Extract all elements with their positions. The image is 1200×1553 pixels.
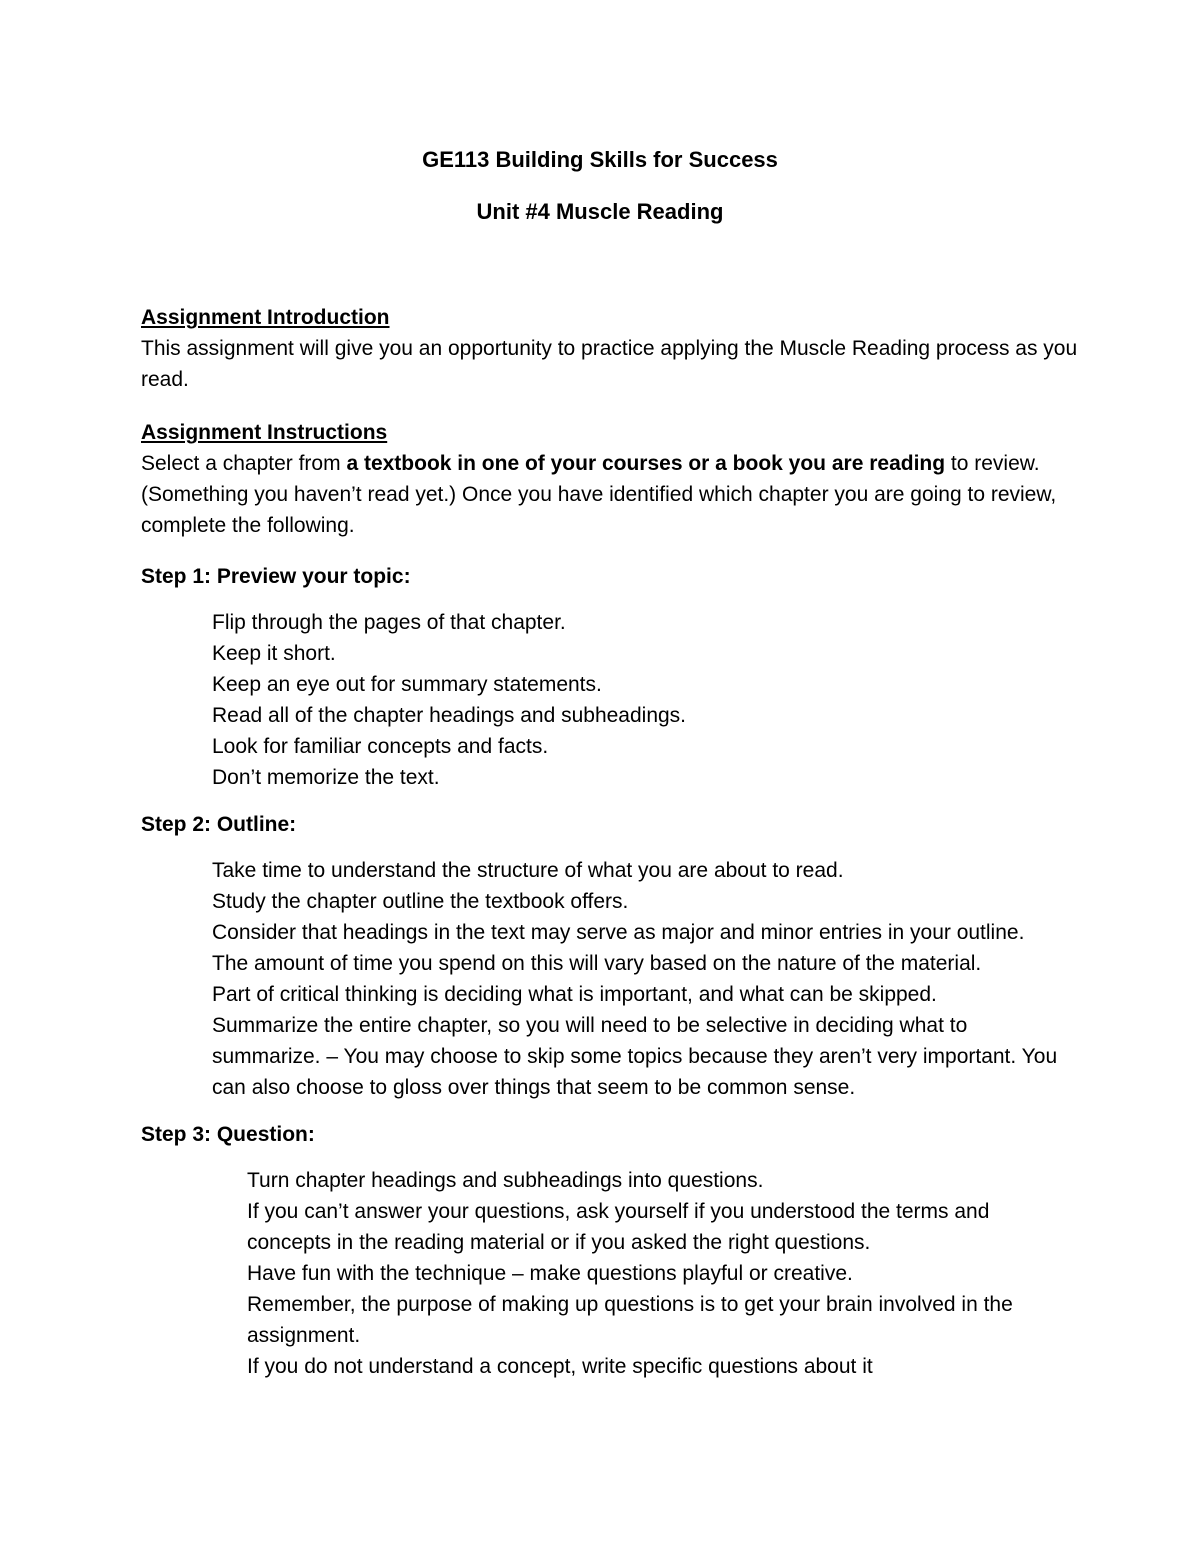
list-item	[176, 855, 1076, 886]
step3-list	[211, 1165, 1071, 1382]
list-item-text: The amount of time you spend on this will vary based on the nature of the material.	[212, 952, 982, 975]
list-item-text: If you can’t answer your questions, ask yourself if you understood the terms and concepts in the reading material or if you asked the right questions.	[247, 1200, 990, 1254]
list-item-text: Keep an eye out for summary statements.	[212, 673, 602, 696]
list-item-text: Study the chapter outline the textbook offers.	[212, 890, 629, 913]
list-item-text: Flip through the pages of that chapter.	[212, 611, 566, 634]
step2-list	[176, 855, 1076, 1103]
list-item	[211, 1351, 1071, 1382]
instructions-text-bold: a textbook in one of your courses or a book you are reading	[346, 452, 946, 475]
list-item	[211, 1258, 1071, 1289]
list-item-text: Turn chapter headings and subheadings into questions.	[247, 1169, 764, 1192]
step3-heading: Step 3: Question:	[141, 1123, 315, 1146]
list-item-text: Remember, the purpose of making up questions is to get your brain involved in the assignment.	[247, 1293, 1013, 1347]
list-item-text: Have fun with the technique – make questions playful or creative.	[247, 1262, 853, 1285]
list-item-text: Keep it short.	[212, 642, 336, 665]
step2-heading: Step 2: Outline:	[141, 813, 297, 836]
instructions-text-after: to review. (Something you haven’t read yet.) Once you have identified which chapter you are going to review, complete the following.	[141, 452, 1057, 537]
list-item	[176, 917, 1076, 948]
list-item-text: Look for familiar concepts and facts.	[212, 735, 549, 758]
list-item	[176, 607, 1076, 638]
intro-heading: Assignment Introduction	[141, 306, 390, 329]
list-item-text: Don’t memorize the text.	[212, 766, 440, 789]
document-title: GE113 Building Skills for Success	[422, 147, 778, 172]
intro-text: This assignment will give you an opportunity to practice applying the Muscle Reading process as you read.	[141, 337, 1078, 391]
list-item	[176, 762, 1076, 793]
list-item	[176, 948, 1076, 979]
step1-list	[176, 607, 1076, 793]
list-item	[211, 1165, 1071, 1196]
list-item-text: Summarize the entire chapter, so you will need to be selective in deciding what to summarize. – You may choose to skip some topics because they aren’t very important. You can also choose to gloss over things that seem to be common sense.	[212, 1014, 1058, 1099]
list-item	[211, 1196, 1071, 1258]
list-item	[176, 731, 1076, 762]
instructions-section	[141, 417, 1081, 541]
list-item-text: Consider that headings in the text may serve as major and minor entries in your outline.	[212, 921, 1025, 944]
instructions-heading: Assignment Instructions	[141, 421, 388, 444]
list-item-text: Take time to understand the structure of what you are about to read.	[212, 859, 844, 882]
instructions-text-before: Select a chapter from	[141, 452, 347, 475]
intro-section	[141, 302, 1081, 395]
list-item	[176, 669, 1076, 700]
list-item	[176, 1010, 1076, 1103]
list-item	[176, 886, 1076, 917]
step1-heading: Step 1: Preview your topic:	[141, 565, 411, 588]
list-item	[176, 700, 1076, 731]
list-item-text: If you do not understand a concept, write specific questions about it	[247, 1355, 873, 1378]
list-item	[211, 1289, 1071, 1351]
list-item-text: Read all of the chapter headings and subheadings.	[212, 704, 687, 727]
document-subtitle: Unit #4 Muscle Reading	[476, 199, 724, 224]
list-item	[176, 979, 1076, 1010]
list-item	[176, 638, 1076, 669]
instructions-text	[141, 448, 1081, 541]
list-item-text: Part of critical thinking is deciding what is important, and what can be skipped.	[212, 983, 937, 1006]
